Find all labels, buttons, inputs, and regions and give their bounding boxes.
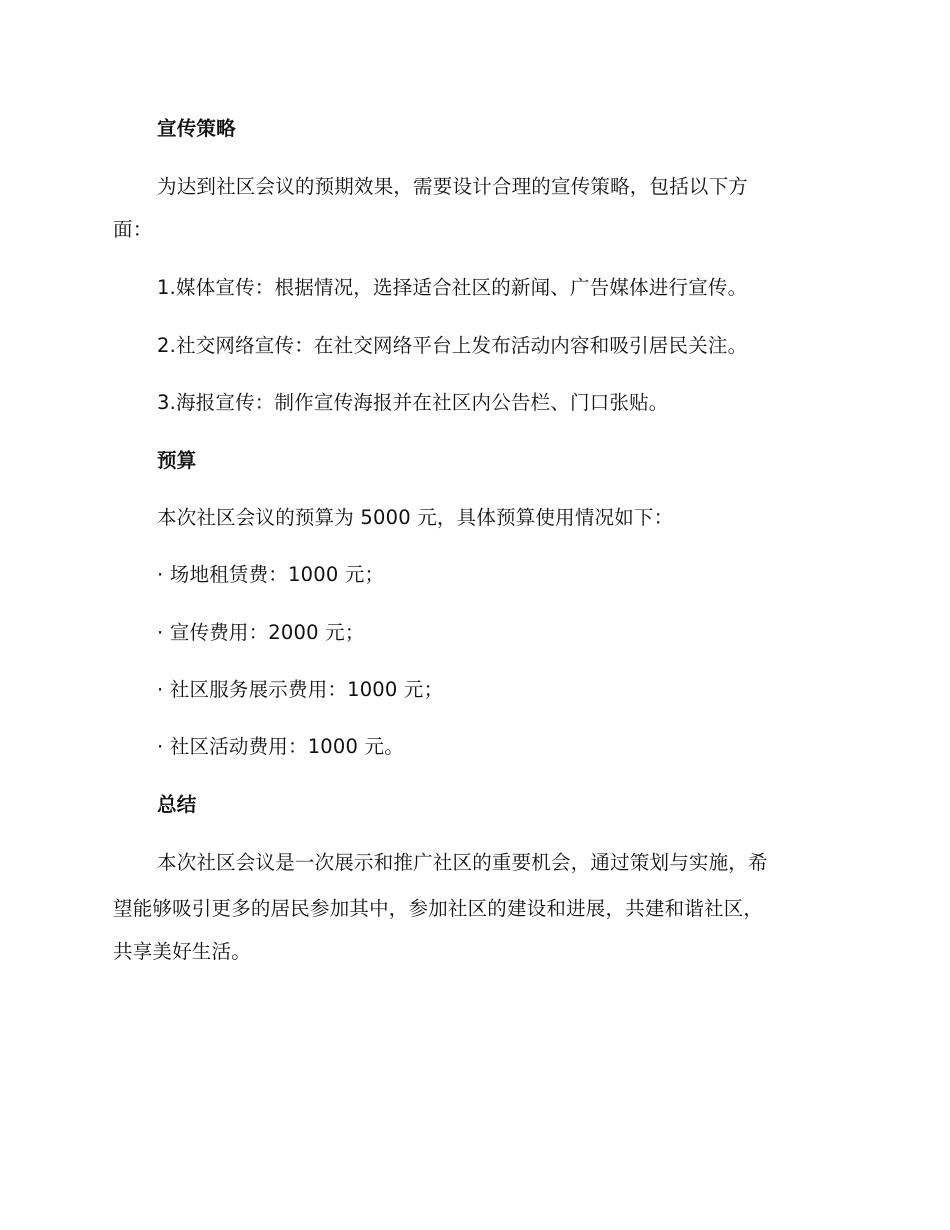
publicity-intro-line2: 面： bbox=[113, 218, 153, 241]
publicity-item-3: 3.海报宣传：制作宣传海报并在社区内公告栏、门口张贴。 bbox=[157, 391, 669, 414]
summary-line2: 望能够吸引更多的居民参加其中，参加社区的建设和进展，共建和谐社区， bbox=[113, 897, 764, 920]
summary-heading: 总结 bbox=[157, 793, 197, 816]
summary-line3: 共享美好生活。 bbox=[113, 940, 251, 963]
publicity-item-1: 1.媒体宣传：根据情况，选择适合社区的新闻、广告媒体进行宣传。 bbox=[157, 276, 748, 299]
publicity-heading: 宣传策略 bbox=[157, 117, 236, 140]
budget-item-publicity: · 宣传费用：2000 元； bbox=[157, 621, 365, 644]
publicity-item-2: 2.社交网络宣传：在社交网络平台上发布活动内容和吸引居民关注。 bbox=[157, 334, 748, 357]
budget-heading: 预算 bbox=[157, 449, 197, 472]
publicity-intro-line1: 为达到社区会议的预期效果，需要设计合理的宣传策略，包括以下方 bbox=[157, 175, 749, 198]
budget-item-venue: · 场地租赁费：1000 元； bbox=[157, 563, 385, 586]
budget-item-activities: · 社区活动费用：1000 元。 bbox=[157, 735, 404, 758]
budget-item-service-display: · 社区服务展示费用：1000 元； bbox=[157, 678, 444, 701]
budget-intro: 本次社区会议的预算为 5000 元，具体预算使用情况如下： bbox=[157, 506, 674, 529]
summary-line1: 本次社区会议是一次展示和推广社区的重要机会，通过策划与实施，希 bbox=[157, 851, 768, 874]
